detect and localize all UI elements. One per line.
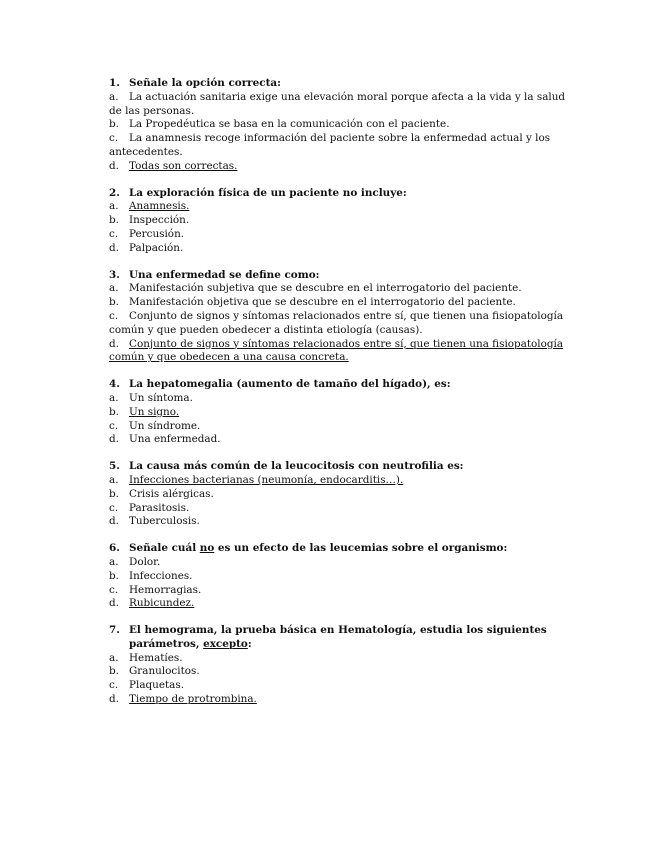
option-a: a. Dolor. [109,555,161,568]
option-c: c. Parasitosis. [109,501,190,514]
option-b: b. La Propedéutica se basa en la comunicación con el paciente. [109,118,450,131]
option-text: La actuación sanitaria exige una elevación moral porque afecta a la vida y la salud de las personas. [109,90,566,117]
option-text: Un síndrome. [129,419,201,432]
option-b: b. Infecciones. [109,569,193,582]
option-d: d. Tuberculosis. [109,515,200,528]
option-text: Dolor. [129,555,161,568]
option-d-correct: d. Rubicundez. [109,597,195,610]
option-c: c. Percusión. [109,227,185,240]
option-text: Manifestación objetiva que se descubre en el interrogatorio del paciente. [129,296,516,309]
option-text: Rubicundez. [129,597,195,610]
option-text: Un síntoma. [129,391,193,404]
option-text: Hematíes. [129,651,183,664]
question-3 [109,269,571,366]
emphasis-no: no [199,542,215,555]
question-title: 1. Señale la opción correcta: [109,77,281,89]
option-text: Plaquetas. [129,679,185,692]
question-4 [109,378,571,447]
option-d: d. Palpación. [109,241,184,254]
option-text: Tuberculosis. [129,515,200,528]
option-text: La Propedéutica se basa en la comunicación con el paciente. [129,118,450,131]
question-6 [109,542,571,611]
option-text: La anamnesis recoge información del paciente sobre la enfermedad actual y los antecedentes. [109,132,551,158]
question-title: 7. El hemograma, la prueba básica en Hematología, estudia los siguientes parámetros, excepto: [109,624,547,650]
option-b: b. Crisis alérgicas. [109,487,214,500]
option-a: a. Manifestación subjetiva que se descubre en el interrogatorio del paciente. [109,282,522,295]
option-text: Un signo. [129,405,180,418]
option-a: a. La actuación sanitaria exige una elevación moral porque afecta a la vida y la salud de las personas. [109,90,566,117]
question-2 [109,187,571,256]
option-d-correct: d. Conjunto de signos y síntomas relacionados entre sí, que tienen una fisiopatología común y que obedecen a una causa concreta. [109,337,564,364]
option-text: Manifestación subjetiva que se descubre en el interrogatorio del paciente. [129,282,522,295]
option-d-correct: d. Tiempo de protrombina. [109,693,257,706]
question-5 [109,460,571,529]
option-text: Crisis alérgicas. [129,487,214,500]
option-c: c. Plaquetas. [109,679,185,692]
option-text: Inspección. [129,214,190,227]
question-title: 5. La causa más común de la leucocitosis con neutrofilia es: [109,460,464,473]
option-text: Conjunto de signos y síntomas relacionados entre sí, que tienen una fisiopatología común y que obedecen a una causa concreta. [109,337,564,364]
option-text: Granulocitos. [129,665,200,678]
question-number: 5. [109,460,120,473]
option-b: b. Granulocitos. [109,665,200,678]
option-b-correct: b. Un signo. [109,405,180,418]
emphasis-excepto: excepto [203,637,248,650]
question-number: 6. [109,542,120,555]
option-d-correct: d. Todas son correctas. [109,159,238,172]
option-c: c. Un síndrome. [109,419,201,432]
option-a-correct: a. Infecciones bacterianas (neumonía, endocarditis…). [109,473,404,486]
option-text: Infecciones bacterianas (neumonía, endocarditis…). [129,473,404,486]
question-1 [109,77,571,174]
option-c: c. Hemorragias. [109,583,202,596]
option-c: c. Conjunto de signos y síntomas relacionados entre sí, que tienen una fisiopatología común y que pueden obedecer a distinta etiología (causas). [109,309,564,336]
question-title: 4. La hepatomegalia (aumento de tamaño del hígado), es: [109,378,451,391]
option-a-correct: a. Anamnesis. [109,200,190,213]
option-text: Anamnesis. [129,200,190,213]
question-list [109,77,571,720]
question-title: 3. Una enfermedad se define como: [109,268,320,281]
question-7 [109,624,571,707]
question-number: 7. [109,624,120,637]
option-b: b. Inspección. [109,214,190,227]
option-text: Parasitosis. [129,501,190,514]
option-a: a. Hematíes. [109,651,183,664]
question-number: 1. [109,77,120,89]
option-c: c. La anamnesis recoge información del paciente sobre la enfermedad actual y los antecedentes. [109,132,551,158]
option-text: Palpación. [129,241,184,254]
option-text: Una enfermedad. [129,433,221,446]
option-text: Todas son correctas. [129,159,238,172]
question-title: 2. La exploración física de un paciente no incluye: [109,186,407,199]
option-text: Infecciones. [129,569,193,582]
question-number: 2. [109,186,120,199]
option-text: Tiempo de protrombina. [129,693,257,706]
question-title: 6. Señale cuál no es un efecto de las leucemias sobre el organismo: [109,542,508,555]
option-a: a. Un síntoma. [109,391,193,404]
question-number: 4. [109,378,120,391]
option-text: Conjunto de signos y síntomas relacionados entre sí, que tienen una fisiopatología común y que pueden obedecer a distinta etiología (causas). [109,309,564,336]
option-text: Hemorragias. [129,583,202,596]
option-d: d. Una enfermedad. [109,433,221,446]
option-text: Percusión. [129,227,185,240]
option-b: b. Manifestación objetiva que se descubre en el interrogatorio del paciente. [109,296,516,309]
question-number: 3. [109,268,120,281]
